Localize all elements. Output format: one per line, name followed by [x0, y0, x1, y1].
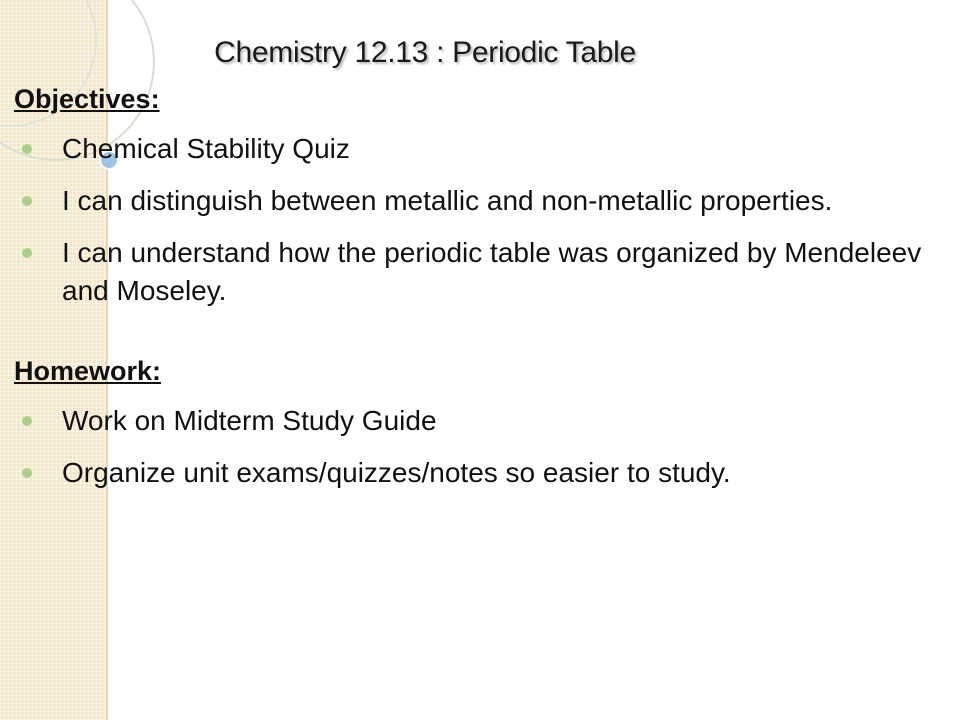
slide-content [14, 82, 944, 492]
objectives-heading: Objectives: [14, 84, 160, 114]
objectives-section [14, 82, 944, 310]
homework-text: Organize unit exams/quizzes/notes so easier to study. [62, 457, 731, 488]
slide-title: Chemistry 12.13 : Periodic Table [214, 36, 636, 69]
objective-item [14, 130, 944, 168]
homework-section [14, 354, 944, 492]
homework-text: Work on Midterm Study Guide [62, 405, 437, 436]
objective-text: I can understand how the periodic table was organized by Mendeleev and Moseley. [62, 237, 922, 306]
bullet-icon [22, 248, 32, 258]
homework-item [14, 454, 944, 492]
objective-text: Chemical Stability Quiz [62, 133, 350, 164]
section-gap [14, 310, 944, 354]
objective-text: I can distinguish between metallic and non-metallic properties. [62, 185, 833, 216]
bullet-icon [22, 416, 32, 426]
objective-item [14, 182, 944, 220]
bullet-icon [22, 468, 32, 478]
objective-item [14, 234, 944, 310]
homework-heading: Homework: [14, 356, 162, 386]
homework-item [14, 402, 944, 440]
bullet-icon [22, 144, 32, 154]
bullet-icon [22, 196, 32, 206]
